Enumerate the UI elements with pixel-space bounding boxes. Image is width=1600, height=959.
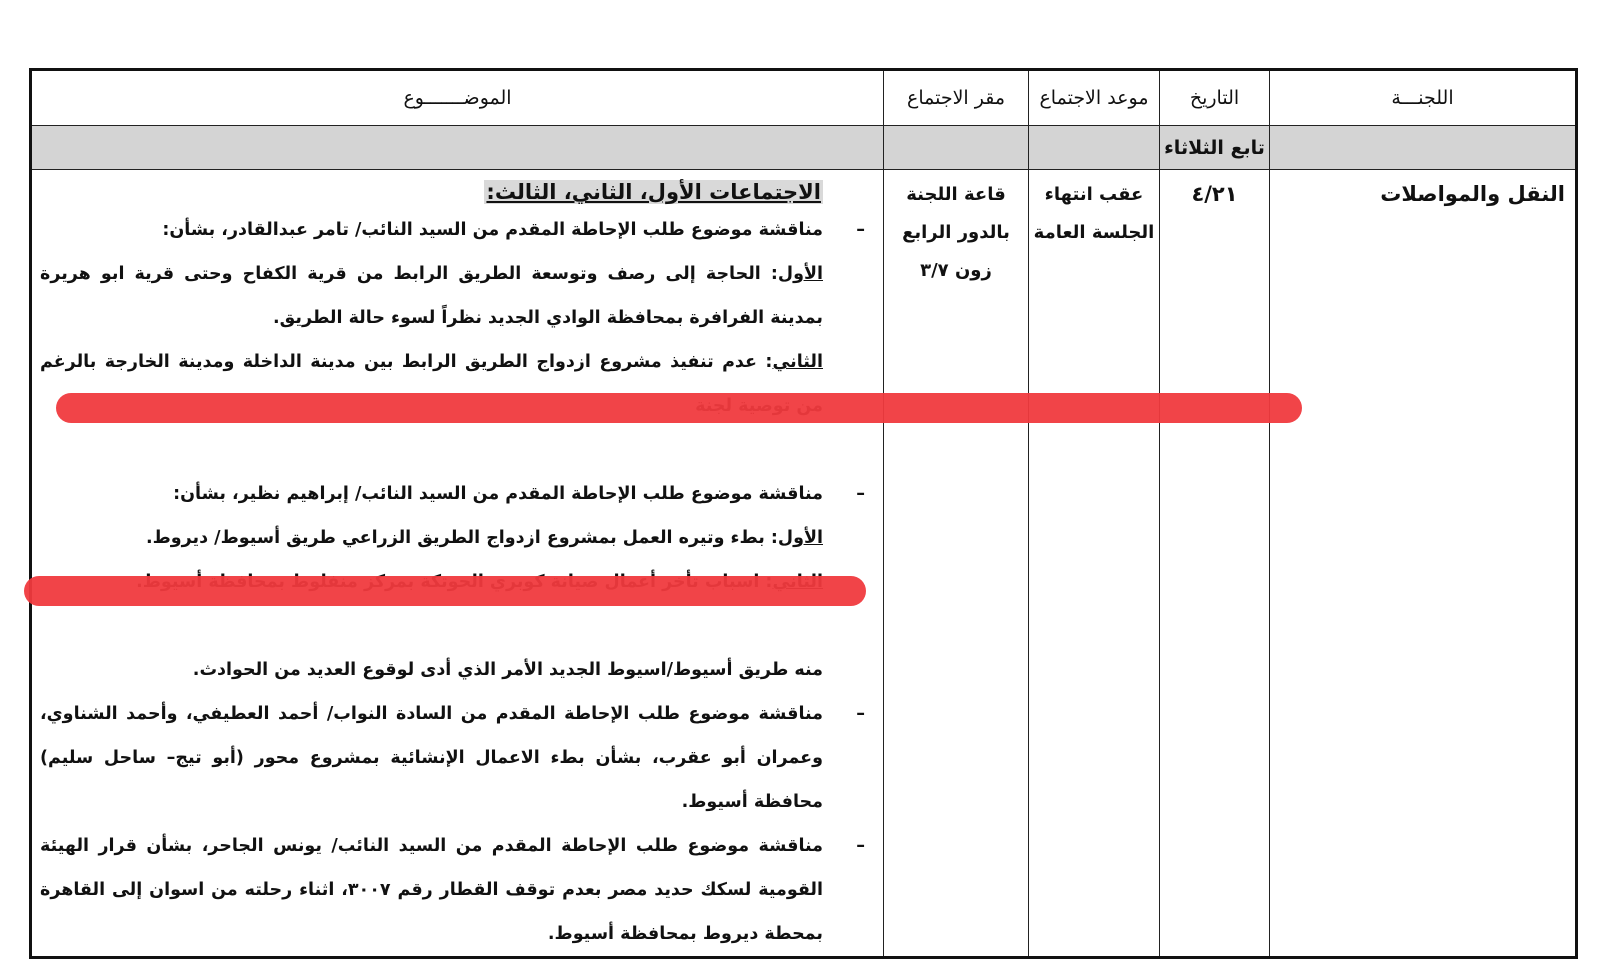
meeting-place-line3: زون ٣/٧ (920, 260, 992, 281)
meeting-place-line2: بالدور الرابع (902, 222, 1010, 243)
agenda-item-1 (40, 208, 865, 252)
redacted-line (40, 604, 865, 648)
subject-cell (31, 170, 884, 958)
meeting-time-line2: الجلسة العامة (1033, 222, 1155, 243)
bullet-dash: – (856, 836, 865, 856)
second-tag: الثاني (772, 352, 823, 372)
agenda-item-1-second-text: : عدم تنفيذ مشروع ازدواج الطريق الرابط بين مدينة الداخلة ومدينة الخارجة بالرغم (40, 352, 773, 372)
day-row (31, 126, 1577, 170)
header-subject: الموضـــــــوع (31, 70, 884, 126)
header-time: موعد الاجتماع (1029, 70, 1160, 126)
header-row (31, 70, 1577, 126)
header-place: مقر الاجتماع (884, 70, 1029, 126)
meeting-place (884, 170, 1029, 958)
schedule-table (29, 68, 1578, 959)
first-tag: الأول (777, 528, 823, 548)
redacted-line (40, 428, 865, 472)
agenda-item-2-first (40, 516, 865, 560)
redaction-mark-2 (24, 576, 866, 606)
meeting-time-line1: عقب انتهاء (1044, 184, 1144, 205)
agenda-item-2-text: مناقشة موضوع طلب الإحاطة المقدم من السيد النائب/ إبراهيم نظير، بشأن: (173, 484, 823, 504)
bullet-dash: – (856, 484, 865, 504)
agenda-item-3-text: مناقشة موضوع طلب الإحاطة المقدم من السادة النواب/ أحمد العطيفي، وأحمد الشناوي، وعمران أبو عقرب، بشأن بطء الاعمال الإنشائية بمشروع محور (أبو تيج– ساحل سليم) محافظة أسيوط. (40, 704, 823, 812)
agenda-item-1-first (40, 252, 865, 340)
meeting-place-line1: قاعة اللجنة (906, 184, 1006, 205)
agenda-item-4-text: مناقشة موضوع طلب الإحاطة المقدم من السيد النائب/ يونس الجاحر، بشأن قرار الهيئة القومية لسكك حديد مصر بعدم توقف القطار رقم ٣٠٠٧، اثناء رحلته من اسوان إلى القاهرة بمحطة ديروط بمحافظة أسيوط. (40, 836, 823, 944)
meeting-time (1029, 170, 1160, 958)
agenda-item-2-third: منه طريق أسيوط/اسيوط الجديد الأمر الذي أدى لوقوع العديد من الحوادث. (192, 660, 823, 680)
agenda-item-2-first-text: : بطء وتيره العمل بمشروع ازدواج الطريق الزراعي طريق أسيوط/ ديروط. (145, 528, 778, 548)
redaction-mark-1 (56, 393, 1302, 423)
meeting-schedule-sheet (32, 68, 1578, 944)
bullet-dash: – (856, 220, 865, 240)
subject-title: الاجتماعات الأول، الثاني، الثالث: (486, 180, 821, 204)
agenda-item-3 (40, 692, 865, 824)
agenda-item-1-first-text: : الحاجة إلى رصف وتوسعة الطريق الرابط من قرية الكفاح وحتى قرية ابو هريرة بمدينة الفرافرة بمحافظة الوادي الجديد نظراً لسوء حالة الطريق. (40, 264, 823, 328)
meeting-row (31, 170, 1577, 958)
agenda-item-2 (40, 472, 865, 516)
meeting-date: ٤/٢١ (1160, 170, 1270, 958)
committee-name: النقل والمواصلات (1270, 170, 1577, 958)
header-date: التاريخ (1160, 70, 1270, 126)
header-committee: اللجنـــة (1270, 70, 1577, 126)
first-tag: الأول (777, 264, 823, 284)
bullet-dash: – (856, 704, 865, 724)
day-label: تابع الثلاثاء (1160, 126, 1270, 170)
agenda-item-4 (40, 824, 865, 956)
agenda-item-1-text: مناقشة موضوع طلب الإحاطة المقدم من السيد النائب/ تامر عبدالقادر، بشأن: (162, 220, 823, 240)
